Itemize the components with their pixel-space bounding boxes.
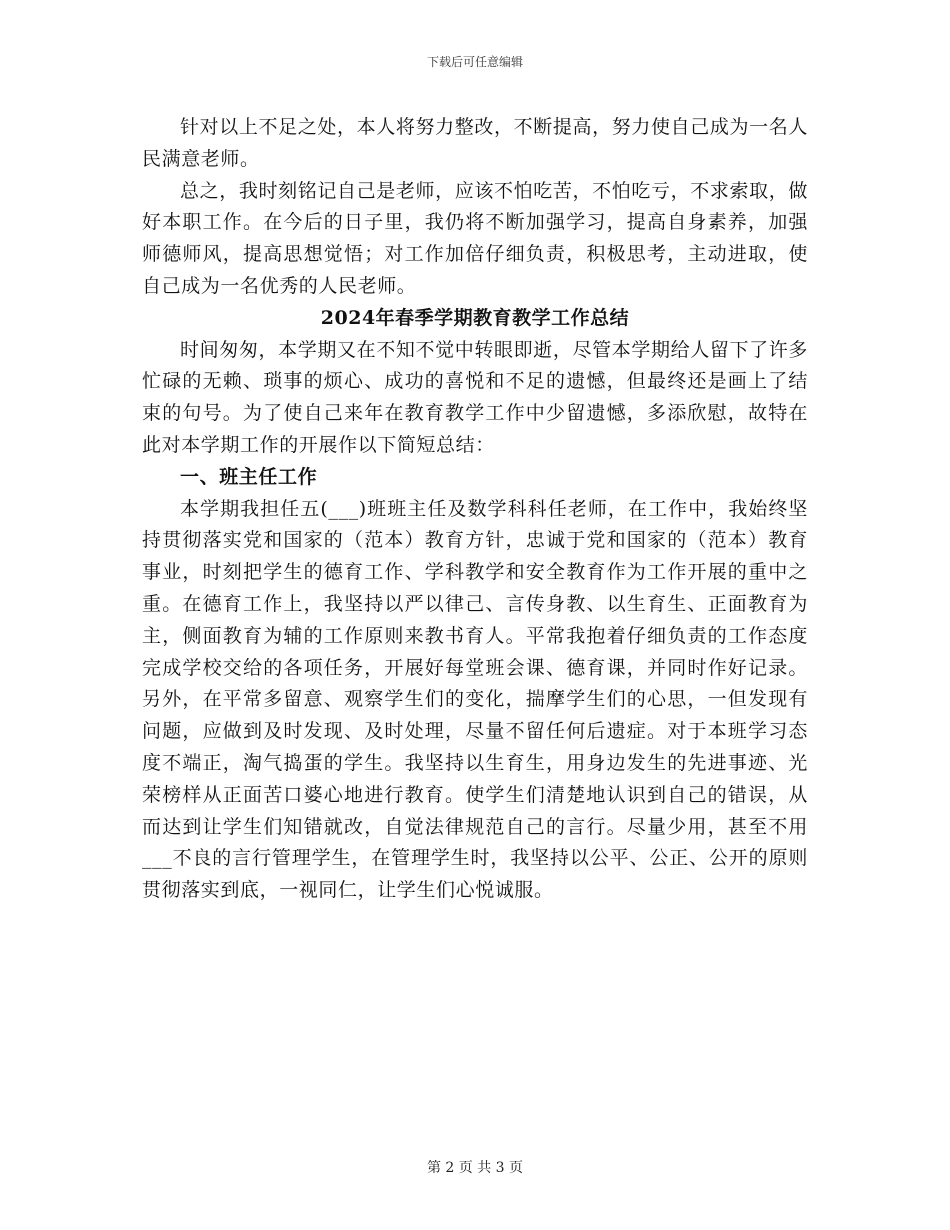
document-title: 2024年春季学期教育教学工作总结 — [320, 306, 630, 329]
page-number: 第 2 页 共 3 页 — [426, 1160, 524, 1176]
document-body — [142, 112, 808, 907]
paragraph-improvement: 针对以上不足之处，本人将努力整改，不断提高，努力使自己成为一名人民满意老师。 — [142, 116, 808, 170]
paragraph-conclusion: 总之，我时刻铭记自己是老师，应该不怕吃苦，不怕吃亏，不求索取，做好本职工作。在今后的日子里，我仍将不断加强学习，提高自身素养，加强师德师风，提高思想觉悟；对工作加倍仔细负责，积极思考，主动进取，使自己成为一名优秀的人民老师。 — [142, 179, 808, 297]
paragraph-intro: 时间匆匆，本学期又在不知不觉中转眼即逝，尽管本学期给人留下了许多忙碌的无赖、琐事的烦心、成功的喜悦和不足的遗憾，但最终还是画上了结束的句号。为了使自己来年在教育教学工作中少留遗憾，多添欣慰，故特在此对本学期工作的开展作以下简短总结： — [142, 338, 808, 456]
page-header: 下载后可任意编辑 — [426, 55, 523, 69]
paragraph-class-teacher-work: 本学期我担任五(___)班班主任及数学科科任老师，在工作中，我始终坚持贯彻落实党和国家的（范本）教育方针，忠诚于党和国家的（范本）教育事业，时刻把学生的德育工作、学科教学和安全教育作为工作开展的重中之重。在德育工作上，我坚持以严以律己、言传身教、以生育生、正面教育为主，侧面教育为辅的工作原则来教书育人。平常我抱着仔细负责的工作态度完成学校交给的各项任务，开展好每堂班会课、德育课，并同时作好记录。另外，在平常多留意、观察学生们的变化，揣摩学生们的心思，一但发现有问题，应做到及时发现、及时处理，尽量不留任何后遗症。对于本班学习态度不端正，淘气捣蛋的学生。我坚持以生育生，用身边发生的先进事迹、光荣榜样从正面苦口婆心地进行教育。使学生们清楚地认识到自己的错误，从而达到让学生们知错就改，自觉法律规范自己的言行。尽量少用，甚至不用___不良的言行管理学生，在管理学生时，我坚持以公平、公正、公开的原则贯彻落实到底，一视同仁，让学生们心悦诚服。 — [142, 497, 808, 902]
section-heading-class-teacher: 一、班主任工作 — [180, 465, 318, 488]
